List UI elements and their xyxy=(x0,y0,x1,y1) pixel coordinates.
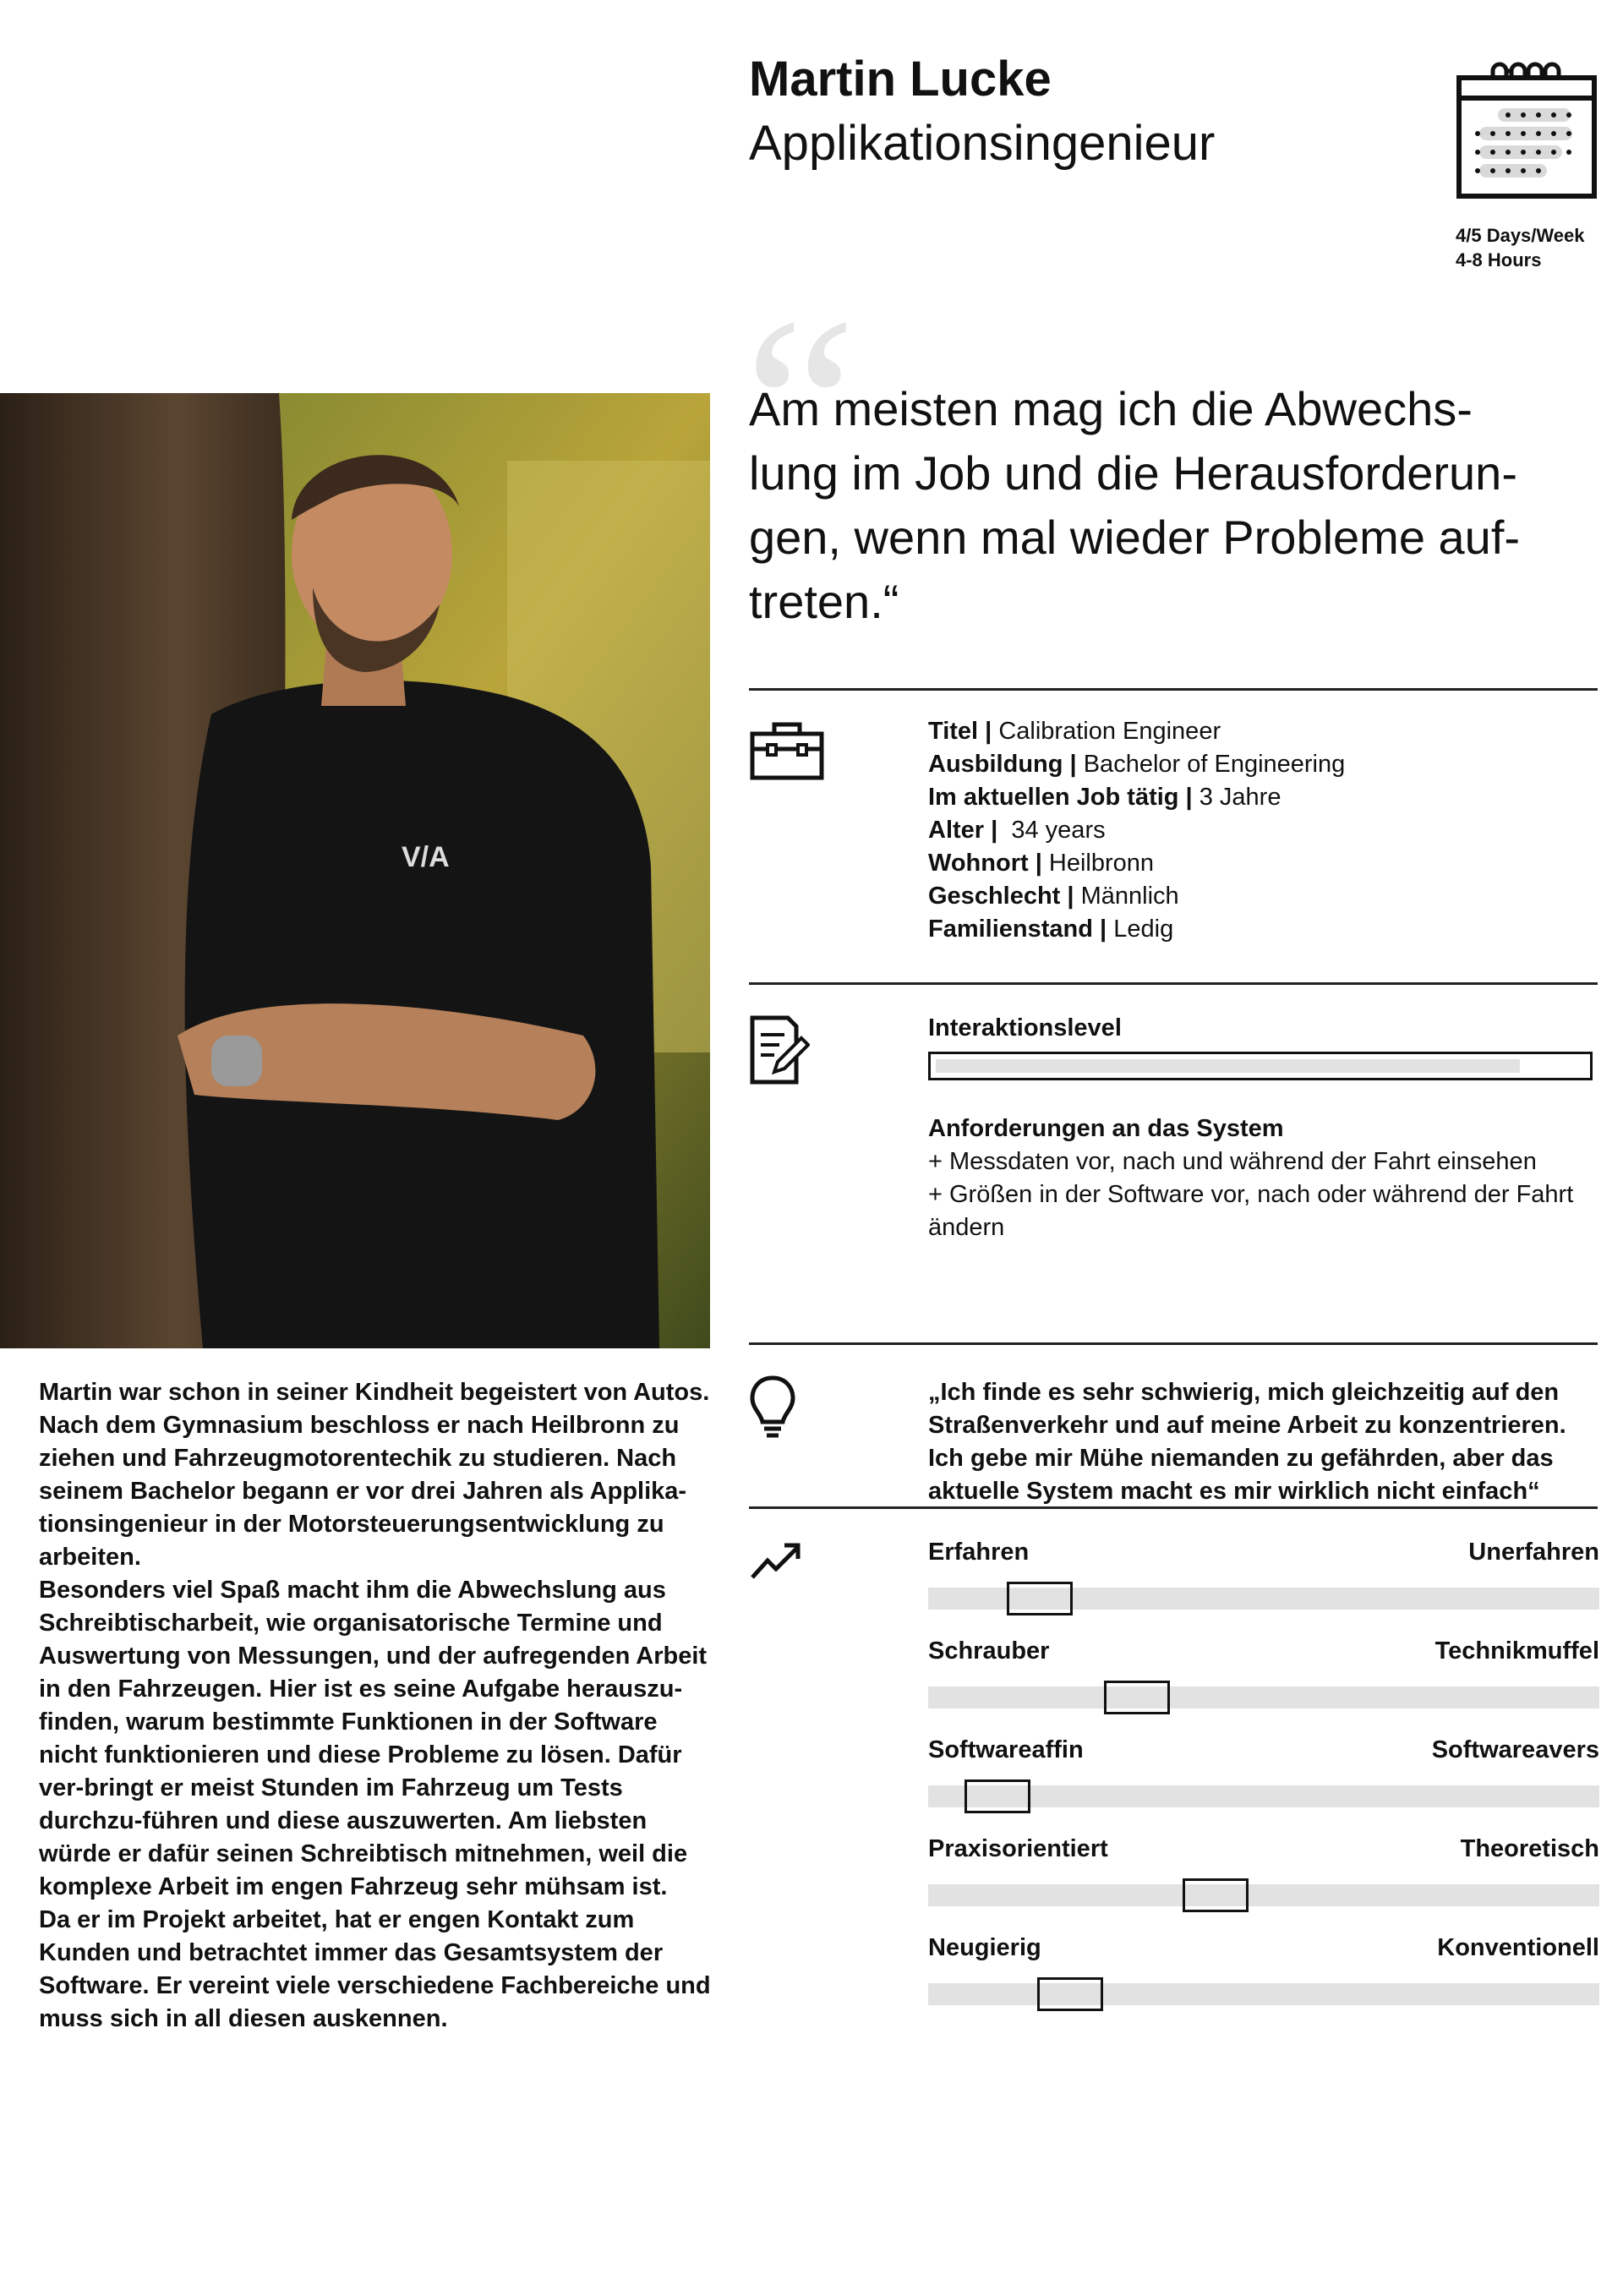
scale-left-label: Neugierig xyxy=(928,1934,1041,1961)
requirement-item: + Größen in der Software vor, nach oder während der Fahrt ändern xyxy=(928,1181,1574,1241)
scale-left-label: Softwareaffin xyxy=(928,1736,1084,1763)
quote-line: lung im Job und die Herausforderun- xyxy=(749,446,1517,500)
profile-label: Titel xyxy=(928,718,979,745)
profile-label: Familienstand xyxy=(928,916,1093,943)
scale-right-label: Theoretisch xyxy=(1460,1835,1599,1862)
availability-hours: 4-8 Hours xyxy=(1456,249,1542,271)
lightbulb-icon xyxy=(749,1375,796,1439)
interaction-level-fill xyxy=(936,1059,1520,1073)
scale-marker xyxy=(1037,1977,1103,2011)
scale-track xyxy=(928,1686,1599,1708)
profile-separator: | xyxy=(1063,751,1084,778)
profile-separator: | xyxy=(978,718,999,745)
requirement-item: + Messdaten vor, nach und während der Fahrt einsehen xyxy=(928,1148,1537,1175)
profile-row xyxy=(928,814,1345,847)
quote-line: Am meisten mag ich die Abwechs- xyxy=(749,382,1473,435)
scale-right-label: Technikmuffel xyxy=(1434,1637,1599,1665)
requirements-title: Anforderungen an das System xyxy=(928,1115,1284,1142)
bio-paragraph: Besonders viel Spaß macht ihm die Abwechslung aus Schreibtischarbeit, wie organisatorische Termine und Auswertung von Messungen, und der aufregenden Arbeit in den Fahrzeugen. Hier ist es seine Aufgabe herauszu-finden, warum bestimmte Funktionen in der Software nicht funktionieren und diese Probleme zu lösen. Dafür ver-bringt er meist Stunden im Fahrzeug um Tests durchzu-führen und diese auszuwerten. Am liebsten würde er dafür seinen Schreibtisch mitnehmen, weil die komplexe Arbeit im engen Fahrzeug sehr mühsam ist. xyxy=(39,1577,708,1900)
availability xyxy=(1456,223,1584,272)
bio-paragraph: Martin war schon in seiner Kindheit begeistert von Autos. Nach dem Gymnasium beschloss er nach Heilbronn zu ziehen und Fahrzeugmotorentechik zu studieren. Nach seinem Bachelor begann er vor drei Jahren als Applika-tionsingenieur in der Motorsteuerungsentwicklung zu arbeiten. xyxy=(39,1379,710,1571)
profile-label: Ausbildung xyxy=(928,751,1063,778)
scale-left-label: Schrauber xyxy=(928,1637,1050,1665)
profile-value: Ledig xyxy=(1113,916,1174,943)
profile-value: Bachelor of Engineering xyxy=(1083,751,1346,778)
trend-up-icon xyxy=(749,1540,803,1581)
persona-biography xyxy=(39,1376,715,2036)
persona-photo xyxy=(0,393,710,1348)
profile-row xyxy=(928,748,1345,781)
profile-separator: | xyxy=(1093,916,1114,943)
bio-paragraph: Da er im Projekt arbeitet, hat er engen Kontakt zum Kunden und betrachtet immer das Gesamtsystem der Software. Er vereint viele verschiedene Fachbereiche und muss sich in all diesen auskennen. xyxy=(39,1906,711,2032)
quote-mark-decoration: “ xyxy=(744,265,857,546)
scale-right-label: Unerfahren xyxy=(1468,1539,1599,1566)
profile-value: 34 years xyxy=(1004,817,1106,844)
profile-separator: | xyxy=(1178,784,1199,811)
persona-photo-illustration xyxy=(0,393,710,1348)
system-requirements xyxy=(928,1112,1596,1244)
briefcase-icon xyxy=(749,720,825,781)
section-divider xyxy=(749,1342,1598,1345)
main-quote xyxy=(749,377,1586,634)
calendar-icon xyxy=(1456,59,1598,201)
section-divider xyxy=(749,982,1598,985)
scale-track xyxy=(928,1884,1599,1906)
scale-marker xyxy=(1104,1681,1170,1714)
section-divider xyxy=(749,688,1598,691)
persona-name: Martin Lucke xyxy=(749,52,1052,107)
interaction-level-bar xyxy=(928,1052,1593,1080)
scale-left-label: Praxisorientiert xyxy=(928,1835,1108,1862)
edit-document-icon xyxy=(749,1014,810,1085)
profile-details xyxy=(928,715,1345,946)
profile-label: Alter xyxy=(928,817,985,844)
profile-label: Wohnort xyxy=(928,850,1029,877)
profile-separator: | xyxy=(1060,883,1081,910)
scale-right-label: Konventionell xyxy=(1437,1934,1599,1961)
profile-separator: | xyxy=(1028,850,1049,877)
quote-line: treten.“ xyxy=(749,575,899,628)
profile-value: Heilbronn xyxy=(1048,850,1155,877)
interaction-label: Interaktionslevel xyxy=(928,1014,1122,1041)
scale-marker xyxy=(1183,1878,1249,1912)
scale-right-label: Softwareavers xyxy=(1431,1736,1599,1763)
profile-row xyxy=(928,847,1345,880)
quote-line: gen, wenn mal wieder Probleme auf- xyxy=(749,511,1521,564)
profile-separator: | xyxy=(984,817,1005,844)
profile-value: 3 Jahre xyxy=(1199,784,1281,811)
scale-track xyxy=(928,1983,1599,2005)
profile-row xyxy=(928,715,1345,748)
profile-row xyxy=(928,781,1345,814)
insight-quote: „Ich finde es sehr schwierig, mich gleichzeitig auf den Straßenverkehr und auf meine Arbeit zu konzentrieren. Ich gebe mir Mühe niemanden zu gefährden, aber das aktuelle System macht es mir wirklich nicht einfach“ xyxy=(928,1379,1566,1505)
profile-label: Im aktuellen Job tätig xyxy=(928,784,1179,811)
profile-value: Männlich xyxy=(1080,883,1179,910)
profile-label: Geschlecht xyxy=(928,883,1061,910)
scale-marker xyxy=(1007,1582,1073,1615)
profile-row xyxy=(928,880,1345,913)
section-divider xyxy=(749,1506,1598,1509)
scale-left-label: Erfahren xyxy=(928,1539,1030,1566)
scale-marker xyxy=(965,1779,1030,1813)
availability-days: 4/5 Days/Week xyxy=(1456,225,1585,246)
svg-text:V/A: V/A xyxy=(402,841,450,873)
profile-value: Calibration Engineer xyxy=(998,718,1221,745)
persona-role: Applikationsingenieur xyxy=(749,116,1216,171)
profile-row xyxy=(928,913,1345,946)
